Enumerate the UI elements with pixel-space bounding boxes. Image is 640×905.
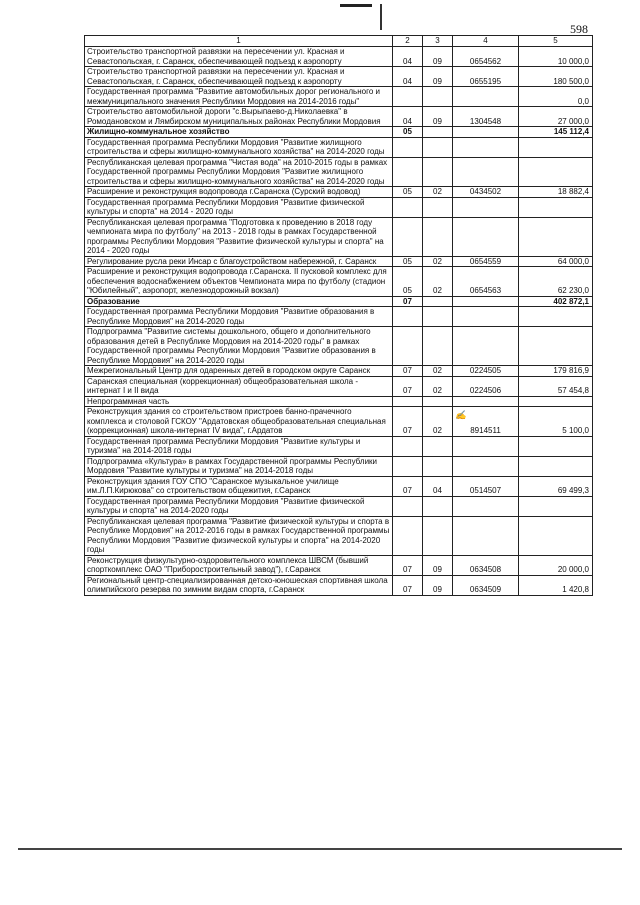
row-target-code <box>453 87 519 107</box>
header-row <box>85 36 593 47</box>
row-target-code: 0634508 <box>453 555 519 575</box>
row-amount: 27 000,0 <box>519 107 593 127</box>
table-row <box>85 456 593 476</box>
row-name: Регулирование русла реки Инсар с благоустройством набережной, г. Саранск <box>85 256 393 267</box>
row-amount <box>519 327 593 366</box>
col-header: 5 <box>519 36 593 47</box>
row-target-code: 0514507 <box>453 476 519 496</box>
table-row <box>85 376 593 396</box>
row-name: Подпрограмма «Культура» в рамках Государственной программы Республики Мордовия "Развитие культуры и туризма" на 2014-2018 годы <box>85 456 393 476</box>
row-target-code: 0654563 <box>453 267 519 297</box>
row-target-code: 1304548 <box>453 107 519 127</box>
row-name: Реконструкция здания со строительством пристроев банно-прачечного комплекса и столовой ГСКОУ "Ардатовская общеобразовательная специальная (коррекционная) школа-интернат IV вида", г.Ардатов <box>85 407 393 437</box>
row-target-code: 0434502 <box>453 187 519 198</box>
row-subsection-code <box>423 307 453 327</box>
row-target-code: 0634509 <box>453 575 519 595</box>
row-section-code <box>393 516 423 555</box>
table-row <box>85 187 593 198</box>
row-subsection-code: 09 <box>423 555 453 575</box>
row-target-code <box>453 157 519 187</box>
table-row <box>85 296 593 307</box>
row-section-code <box>393 327 423 366</box>
row-name: Государственная программа "Развитие автомобильных дорог регионального и межмуниципального значения Республики Мордовия на 2014-2016 годы" <box>85 87 393 107</box>
row-amount: 18 882,4 <box>519 187 593 198</box>
row-name: Образование <box>85 296 393 307</box>
row-subsection-code: 02 <box>423 407 453 437</box>
row-target-code <box>453 327 519 366</box>
table-row <box>85 366 593 377</box>
row-subsection-code <box>423 456 453 476</box>
table-row <box>85 87 593 107</box>
row-amount: 5 100,0 <box>519 407 593 437</box>
row-section-code: 07 <box>393 476 423 496</box>
row-target-code <box>453 436 519 456</box>
row-amount: 1 420,8 <box>519 575 593 595</box>
table-row <box>85 267 593 297</box>
row-section-code: 05 <box>393 267 423 297</box>
row-amount <box>519 137 593 157</box>
table-row <box>85 436 593 456</box>
row-name: Республиканская целевая программа "Чистая вода" на 2010-2015 годы в рамках Государственной программы Республики Мордовия "Развитие жилищного строительства и сферы жилищно-коммунального хозяйства" на 2014-2020 годы <box>85 157 393 187</box>
row-name: Реконструкция здания ГОУ СПО "Саранское музыкальное училище им.Л.П.Кирюкова" со строительством общежития, г.Саранск <box>85 476 393 496</box>
row-subsection-code <box>423 137 453 157</box>
table-row <box>85 47 593 67</box>
row-section-code <box>393 436 423 456</box>
row-amount <box>519 396 593 407</box>
row-subsection-code <box>423 436 453 456</box>
budget-table <box>84 35 593 596</box>
table-row <box>85 197 593 217</box>
row-subsection-code <box>423 217 453 256</box>
table-row <box>85 107 593 127</box>
row-section-code <box>393 157 423 187</box>
row-section-code <box>393 137 423 157</box>
row-name: Строительство транспортной развязки на пересечении ул. Красная и Севастопольская, г. Саранск, обеспечивающей подъезд к аэропорту <box>85 47 393 67</box>
col-header: 4 <box>453 36 519 47</box>
row-target-code <box>453 127 519 138</box>
scan-artifact <box>340 4 372 7</box>
col-header: 1 <box>85 36 393 47</box>
col-header: 2 <box>393 36 423 47</box>
row-section-code: 07 <box>393 407 423 437</box>
table-row <box>85 157 593 187</box>
row-section-code: 07 <box>393 575 423 595</box>
row-amount: 402 872,1 <box>519 296 593 307</box>
row-amount <box>519 307 593 327</box>
row-amount <box>519 436 593 456</box>
table-row <box>85 516 593 555</box>
row-target-code: 0655195 <box>453 67 519 87</box>
table-row <box>85 396 593 407</box>
row-target-code <box>453 456 519 476</box>
row-target-code <box>453 296 519 307</box>
row-subsection-code: 09 <box>423 575 453 595</box>
row-subsection-code: 02 <box>423 376 453 396</box>
table-row <box>85 575 593 595</box>
row-target-code <box>453 137 519 157</box>
table-row <box>85 67 593 87</box>
row-section-code <box>393 496 423 516</box>
scan-artifact <box>18 848 622 850</box>
row-amount: 10 000,0 <box>519 47 593 67</box>
row-name: Расширение и реконструкция водопровода г.Саранска (Сурский водовод) <box>85 187 393 198</box>
table-row <box>85 476 593 496</box>
row-name: Государственная программа Республики Мордовия "Развитие образования в Республике Мордовия" на 2014-2020 годы <box>85 307 393 327</box>
table-row <box>85 307 593 327</box>
table-row <box>85 555 593 575</box>
table-row <box>85 496 593 516</box>
row-subsection-code <box>423 296 453 307</box>
row-subsection-code <box>423 127 453 138</box>
table-row <box>85 256 593 267</box>
row-target-code: 0224505 <box>453 366 519 377</box>
row-amount: 64 000,0 <box>519 256 593 267</box>
row-subsection-code <box>423 87 453 107</box>
row-amount: 62 230,0 <box>519 267 593 297</box>
row-section-code: 07 <box>393 555 423 575</box>
row-section-code: 07 <box>393 296 423 307</box>
row-amount: 69 499,3 <box>519 476 593 496</box>
row-section-code <box>393 307 423 327</box>
row-section-code: 04 <box>393 47 423 67</box>
row-subsection-code: 09 <box>423 67 453 87</box>
row-amount <box>519 157 593 187</box>
row-name: Строительство транспортной развязки на пересечении ул. Красная и Севастопольская, г. Саранск, обеспечивающей подъезд к аэропорту <box>85 67 393 87</box>
row-section-code <box>393 396 423 407</box>
row-subsection-code: 09 <box>423 47 453 67</box>
row-name: Межрегиональный Центр для одаренных детей в городском округе Саранск <box>85 366 393 377</box>
page-number: 598 <box>570 22 588 36</box>
row-section-code <box>393 197 423 217</box>
row-amount <box>519 217 593 256</box>
row-amount: 179 816,9 <box>519 366 593 377</box>
table-body <box>85 47 593 596</box>
row-amount: 57 454,8 <box>519 376 593 396</box>
row-subsection-code <box>423 396 453 407</box>
row-name: Республиканская целевая программа "Развитие физической культуры и спорта в Республике Мордовия" на 2012-2016 годы в рамках Государственной программы Республики Мордовия "Развитие физической культуры и спорта" на 2014-2020 годы <box>85 516 393 555</box>
row-target-code <box>453 496 519 516</box>
row-section-code <box>393 217 423 256</box>
row-section-code: 05 <box>393 127 423 138</box>
row-subsection-code: 02 <box>423 256 453 267</box>
row-subsection-code: 02 <box>423 267 453 297</box>
row-target-code: ✍ 8914511 <box>453 407 519 437</box>
row-subsection-code <box>423 327 453 366</box>
row-section-code: 04 <box>393 67 423 87</box>
row-amount <box>519 496 593 516</box>
row-target-code <box>453 516 519 555</box>
row-name: Расширение и реконструкция водопровода г.Саранска. II пусковой комплекс для обеспечения водоснабжением объектов Чемпионата мира по футболу (стадион "Юбилейный", аэропорт, железнодорожный вокзал) <box>85 267 393 297</box>
row-subsection-code: 02 <box>423 366 453 377</box>
table-row <box>85 327 593 366</box>
row-name: Саранская специальная (коррекционная) общеобразовательная школа - интернат I и II вида <box>85 376 393 396</box>
row-section-code: 05 <box>393 256 423 267</box>
row-name: Государственная программа Республики Мордовия "Развитие культуры и туризма" на 2014-2018 годы <box>85 436 393 456</box>
row-name: Государственная программа Республики Мордовия "Развитие физической культуры и спорта" на 2014-2020 годы <box>85 496 393 516</box>
row-subsection-code <box>423 496 453 516</box>
row-name: Подпрограмма "Развитие системы дошкольного, общего и дополнительного образования детей в Республике Мордовия на 2014-2020 годы" в рамках Государственной программы Республики Мордовия "Развитие образования в Республике Мордовия" на 2014-2020 годы <box>85 327 393 366</box>
row-name: Региональный центр-специализированная детско-юношеская спортивная школа олимпийского резерва по зимним видам спорта, г.Саранск <box>85 575 393 595</box>
row-target-code <box>453 307 519 327</box>
row-subsection-code: 04 <box>423 476 453 496</box>
row-name: Реконструкция физкультурно-оздоровительного комплекса ШВСМ (бывший спорткомплекс ОАО "Приборостроительный завод"), г.Саранск <box>85 555 393 575</box>
table-row <box>85 137 593 157</box>
row-section-code: 07 <box>393 366 423 377</box>
row-subsection-code <box>423 157 453 187</box>
row-section-code <box>393 87 423 107</box>
row-section-code: 07 <box>393 376 423 396</box>
table-row <box>85 127 593 138</box>
row-name: Государственная программа Республики Мордовия "Развитие физической культуры и спорта" на 2014 - 2020 годы <box>85 197 393 217</box>
table-row <box>85 217 593 256</box>
row-target-code: 0654562 <box>453 47 519 67</box>
row-target-code <box>453 396 519 407</box>
row-subsection-code <box>423 197 453 217</box>
handwritten-mark: ✍ <box>455 409 467 420</box>
row-amount <box>519 456 593 476</box>
row-section-code: 05 <box>393 187 423 198</box>
row-amount <box>519 197 593 217</box>
row-subsection-code: 02 <box>423 187 453 198</box>
row-amount <box>519 516 593 555</box>
row-name: Жилищно-коммунальное хозяйство <box>85 127 393 138</box>
row-name: Республиканская целевая программа "Подготовка к проведению в 2018 году чемпионата мира по футболу" на 2013 - 2018 годы в рамках Государственной программы Республики Мордовия "Развитие физической культуры и спорта" на 2014 - 2020 годы <box>85 217 393 256</box>
row-amount: 180 500,0 <box>519 67 593 87</box>
row-target-code: 0224506 <box>453 376 519 396</box>
row-amount: 0,0 <box>519 87 593 107</box>
row-section-code <box>393 456 423 476</box>
row-amount: 145 112,4 <box>519 127 593 138</box>
col-header: 3 <box>423 36 453 47</box>
row-amount: 20 000,0 <box>519 555 593 575</box>
row-name: Непрограммная часть <box>85 396 393 407</box>
row-name: Государственная программа Республики Мордовия "Развитие жилищного строительства и сферы жилищно-коммунального хозяйства" на 2014-2020 годы <box>85 137 393 157</box>
scan-artifact <box>380 4 382 30</box>
row-section-code: 04 <box>393 107 423 127</box>
table-row <box>85 407 593 437</box>
row-subsection-code <box>423 516 453 555</box>
row-subsection-code: 09 <box>423 107 453 127</box>
row-target-code <box>453 197 519 217</box>
row-target-code: 0654559 <box>453 256 519 267</box>
row-name: Строительство автомобильной дороги "с.Вырыпаево-д.Николаевка" в Ромодановском и Лямбирском муниципальных районах Республики Мордовия <box>85 107 393 127</box>
row-target-code <box>453 217 519 256</box>
